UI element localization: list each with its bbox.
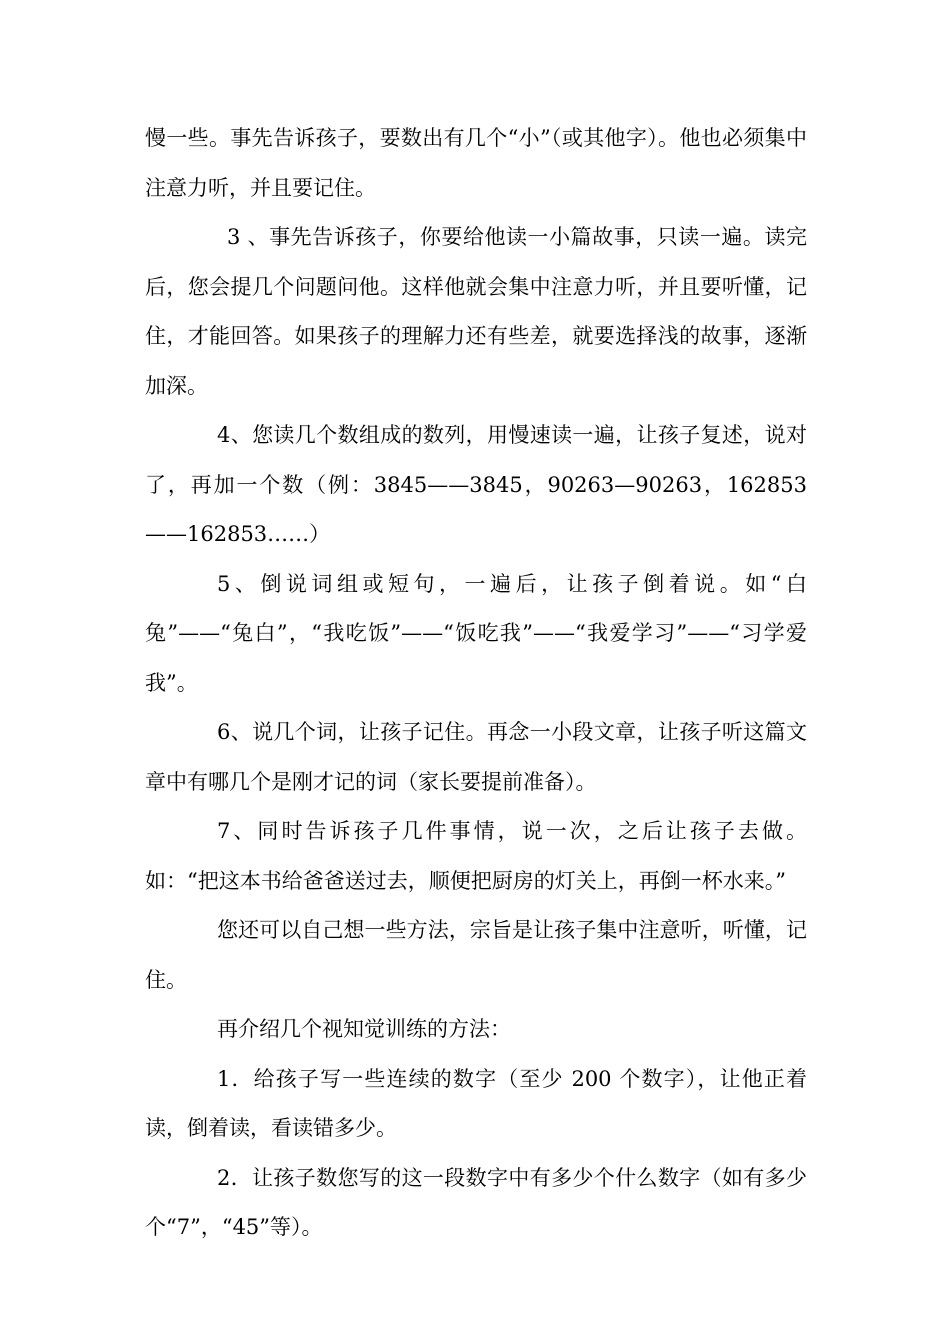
paragraph-item-3: 3 、事先告诉孩子，你要给他读一小篇故事，只读一遍。读完后，您会提几个问题问他。这样他就会集中注意力听，并且要听懂，记住，才能回答。如果孩子的理解力还有些差，就要选择浅的故事，逐渐加深。 bbox=[145, 225, 807, 398]
paragraph-summary: 您还可以自己想一些方法，宗旨是让孩子集中注意听，听懂，记住。 bbox=[145, 918, 807, 992]
paragraph-visual-intro: 再介绍几个视知觉训练的方法： bbox=[217, 1017, 511, 1041]
document-page bbox=[145, 114, 807, 1253]
paragraph-visual-1: 1．给孩子写一些连续的数字（至少 200 个数字），让他正着读，倒着读，看读错多少。 bbox=[145, 1066, 807, 1140]
paragraph-continuation: 慢一些。事先告诉孩子，要数出有几个“小”（或其他字）。他也必须集中注意力听，并且要记住。 bbox=[145, 126, 807, 200]
paragraph-item-5: 5、倒说词组或短句，一遍后，让孩子倒着说。如“白兔”——“兔白”，“我吃饭”——“饭吃我”——“我爱学习”——“习学爱我”。 bbox=[145, 571, 807, 695]
paragraph-item-7: 7、同时告诉孩子几件事情，说一次，之后让孩子去做。如：“把这本书给爸爸送过去，顺便把厨房的灯关上，再倒一杯水来。” bbox=[145, 819, 807, 893]
paragraph-item-6: 6、说几个词，让孩子记住。再念一小段文章，让孩子听这篇文章中有哪几个是刚才记的词（家长要提前准备）。 bbox=[145, 720, 807, 794]
paragraph-visual-2: 2．让孩子数您写的这一段数字中有多少个什么数字（如有多少个“7”，“45”等）。 bbox=[145, 1165, 807, 1239]
paragraph-item-4: 4、您读几个数组成的数列，用慢速读一遍，让孩子复述，说对了，再加一个数（例：3845——3845，90263—90263，162853——162853……） bbox=[145, 423, 807, 546]
